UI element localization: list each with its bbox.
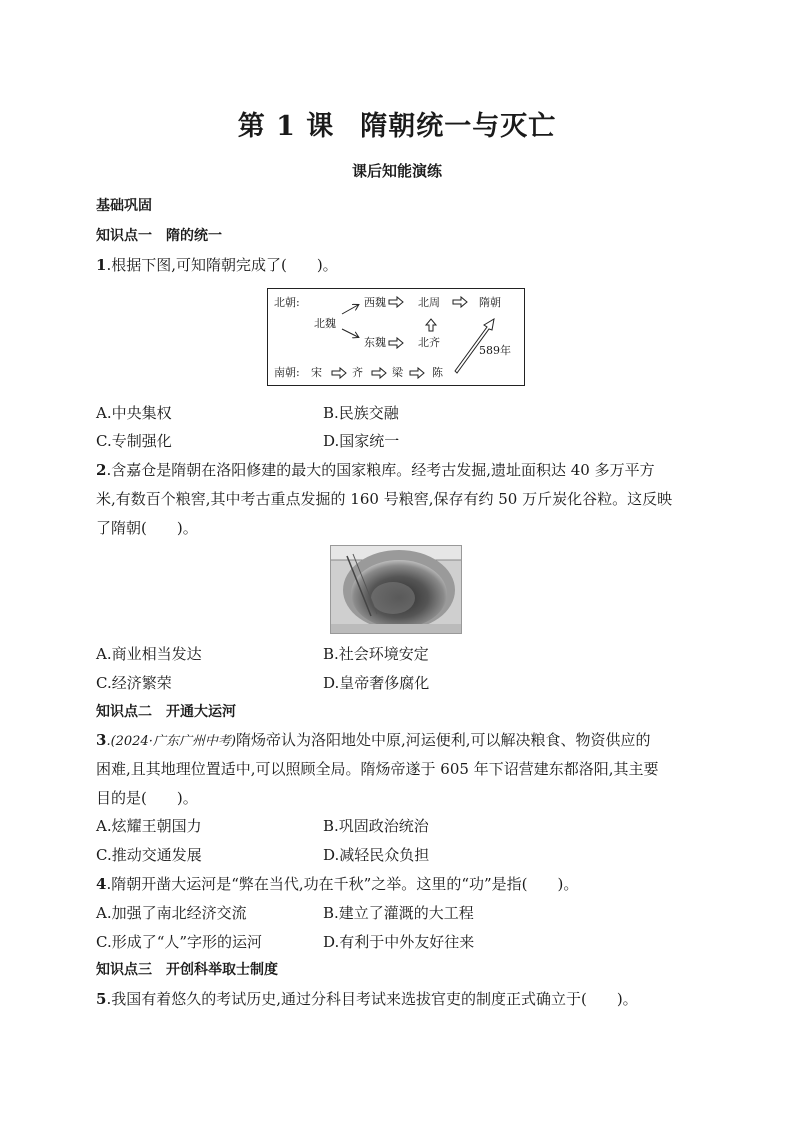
q4-option-a[interactable]: A.加强了南北经济交流 [96, 904, 247, 922]
knowledge-point-2 [96, 702, 236, 722]
page-subtitle: 课后知能演练 [351, 162, 442, 180]
question-4 [96, 874, 578, 894]
q3-option-a[interactable]: A.炫耀王朝国力 [96, 817, 202, 835]
node-eastern-wei: 东魏 [364, 336, 386, 349]
q1-option-c[interactable]: C.专制强化 [96, 432, 172, 450]
page-title [0, 104, 794, 143]
dynasty-diagram [267, 288, 525, 386]
arrow-right-icon [389, 338, 403, 348]
lesson-number: 第 1 课 [237, 111, 335, 142]
arrow-right-icon [372, 368, 386, 378]
question-number: 4 [96, 875, 107, 893]
q3-option-d[interactable]: D.减轻民众负担 [323, 846, 430, 864]
q3-option-c[interactable]: C.推动交通发展 [96, 846, 202, 864]
question-text-line-3: 目的是( )。 [96, 789, 198, 807]
q4-option-c[interactable]: C.形成了“人”字形的运河 [96, 933, 263, 951]
lesson-topic: 隋朝统一与灭亡 [360, 111, 557, 142]
question-2 [96, 460, 655, 480]
node-qi: 齐 [352, 366, 363, 379]
node-sui-dynasty: 隋朝 [479, 296, 501, 309]
north-dynasties-label: 北朝: [274, 296, 300, 309]
kp-topic: 开创科举取士制度 [166, 962, 278, 978]
question-5 [96, 989, 638, 1009]
kp-label: 知识点二 [96, 704, 152, 720]
kp-topic: 开通大运河 [166, 704, 236, 720]
q4-option-d[interactable]: D.有利于中外友好往来 [323, 933, 475, 951]
arrow-right-icon [332, 368, 346, 378]
arrow-split-up-icon [342, 305, 358, 314]
q2-option-b[interactable]: B.社会环境安定 [323, 645, 429, 663]
arrow-right-icon [389, 297, 403, 307]
question-number: 1 [96, 256, 107, 274]
kp-label: 知识点三 [96, 962, 152, 978]
node-song: 宋 [311, 366, 322, 379]
q1-option-a[interactable]: A.中央集权 [96, 404, 172, 422]
question-number: 3 [96, 731, 107, 749]
question-text-line-2: 困难,且其地理位置适中,可以照顾全局。隋炀帝遂于 605 年下诏营建东都洛阳,其主要 [96, 760, 659, 778]
year-label: 589年 [479, 344, 511, 357]
arrow-right-icon [410, 368, 424, 378]
node-chen: 陈 [432, 366, 443, 379]
q3-option-b[interactable]: B.巩固政治统治 [323, 817, 429, 835]
kp-label: 知识点一 [96, 228, 152, 244]
node-western-wei: 西魏 [364, 296, 386, 309]
q1-option-b[interactable]: B.民族交融 [323, 404, 399, 422]
knowledge-point-3 [96, 960, 278, 980]
question-3 [96, 730, 650, 752]
knowledge-point-1 [96, 226, 222, 246]
question-source: .(2024·广东广州中考) [106, 734, 236, 749]
q2-option-d[interactable]: D.皇帝奢侈腐化 [323, 674, 430, 692]
granary-pit-photo [330, 545, 462, 634]
question-number: 5 [96, 990, 107, 1008]
question-1 [96, 255, 338, 275]
question-number: 2 [96, 461, 107, 479]
section-heading: 基础巩固 [96, 198, 152, 214]
node-northern-zhou: 北周 [418, 296, 440, 309]
q1-option-d[interactable]: D.国家统一 [323, 432, 400, 450]
q2-option-a[interactable]: A.商业相当发达 [96, 645, 202, 663]
q2-option-c[interactable]: C.经济繁荣 [96, 674, 172, 692]
question-text-line-3: 了隋朝( )。 [96, 519, 198, 537]
question-text-line-1: 隋炀帝认为洛阳地处中原,河运便利,可以解决粮食、物资供应的 [235, 731, 651, 749]
node-liang: 梁 [392, 366, 403, 379]
node-northern-wei: 北魏 [314, 317, 336, 330]
question-text: .隋朝开凿大运河是“弊在当代,功在千秋”之举。这里的“功”是指( )。 [106, 875, 579, 893]
arrow-up-icon [426, 319, 436, 331]
south-dynasties-label: 南朝: [274, 366, 300, 379]
kp-topic: 隋的统一 [166, 228, 222, 244]
arrow-right-icon [453, 297, 467, 307]
question-text-line-2: 米,有数百个粮窖,其中考古重点发掘的 160 号粮窖,保存有约 50 万斤炭化谷粒。这反映 [96, 490, 673, 508]
q4-option-b[interactable]: B.建立了灌溉的大工程 [323, 904, 474, 922]
question-text-line-1: .含嘉仓是隋朝在洛阳修建的最大的国家粮库。经考古发掘,遗址面积达 40 多万平方 [106, 461, 655, 479]
question-text: .我国有着悠久的考试历史,通过分科目考试来选拔官吏的制度正式确立于( )。 [106, 990, 638, 1008]
question-text: .根据下图,可知隋朝完成了( )。 [106, 256, 338, 274]
arrow-split-down-icon [342, 329, 358, 337]
node-northern-qi: 北齐 [418, 336, 440, 349]
